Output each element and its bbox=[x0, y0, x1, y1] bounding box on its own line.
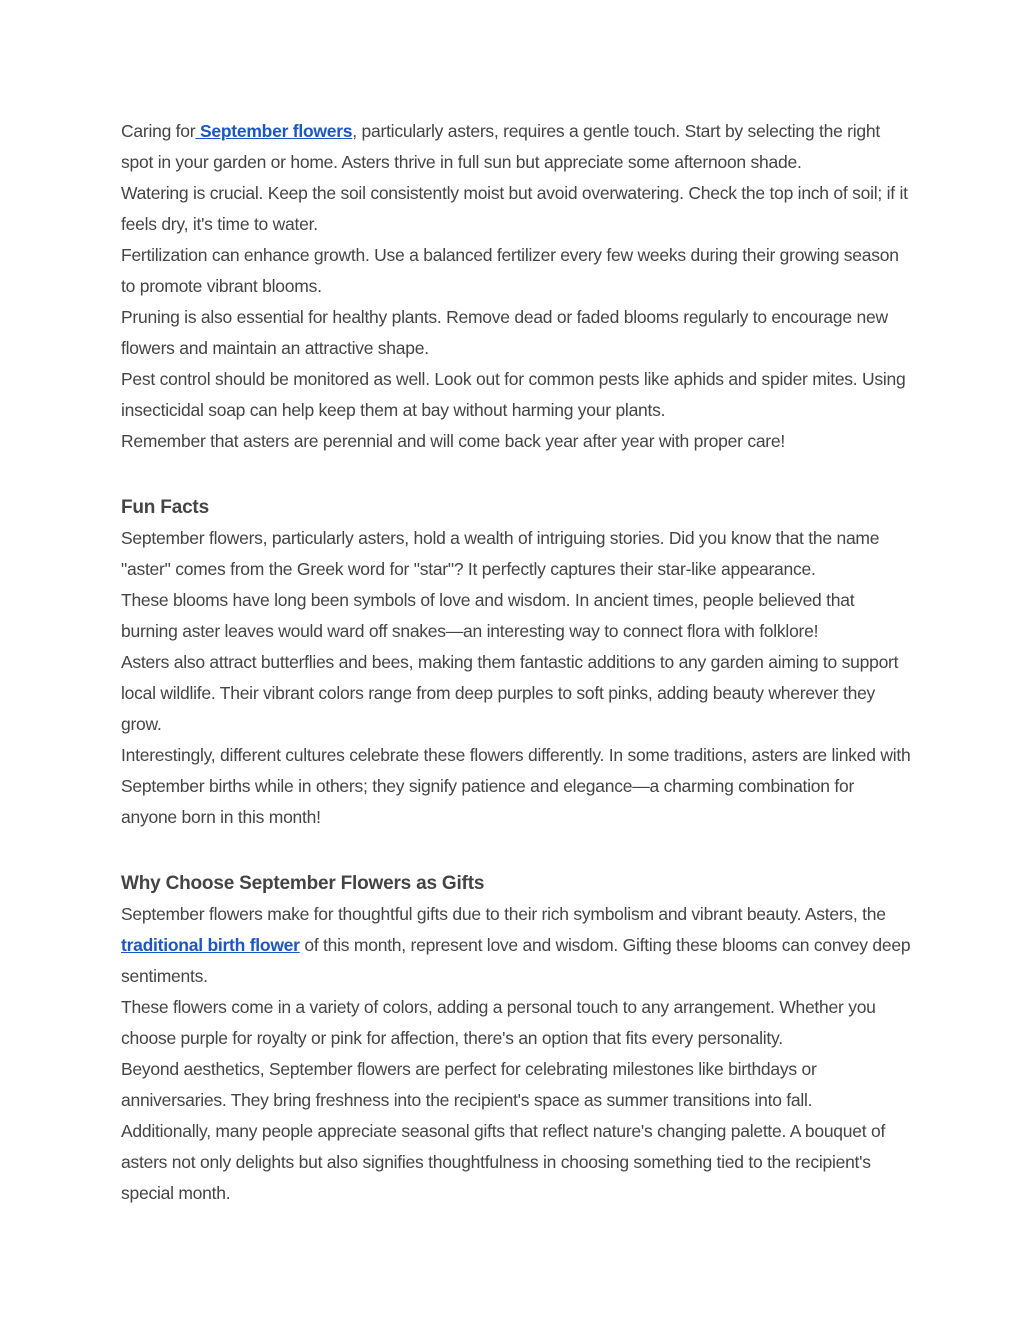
fun-facts-paragraph-2: These blooms have long been symbols of love and wisdom. In ancient times, people believed that burning aster leaves would ward off snakes—an interesting way to connect flora with folklore! bbox=[121, 590, 855, 641]
care-paragraph-2: Watering is crucial. Keep the soil consistently moist but avoid overwatering. Check the top inch of soil; if it feels dry, it's time to water. bbox=[121, 183, 908, 234]
gifts-text: September flowers make for thoughtful gifts due to their rich symbolism and vibrant beauty. Asters, the bbox=[121, 904, 886, 924]
gifts-text: of this month, represent love and wisdom. Gifting these blooms can convey deep sentiments. bbox=[121, 935, 911, 986]
section-gap bbox=[121, 833, 911, 868]
traditional-birth-flower-link[interactable]: traditional birth flower bbox=[121, 935, 300, 955]
gifts-paragraph-3: Beyond aesthetics, September flowers are perfect for celebrating milestones like birthdays or anniversaries. They bring freshness into the recipient's space as summer transitions into fall. bbox=[121, 1059, 817, 1110]
care-text: , particularly asters, requires a gentle touch. Start by selecting the right spot in your garden or home. Asters thrive in full sun but appreciate some afternoon shade. bbox=[121, 121, 880, 172]
fun-facts-heading: Fun Facts bbox=[121, 497, 209, 518]
document-body bbox=[121, 116, 911, 1209]
gifts-paragraph-1 bbox=[121, 899, 911, 992]
care-paragraph-5: Pest control should be monitored as well. Look out for common pests like aphids and spider mites. Using insecticidal soap can help keep them at bay without harming your plants. bbox=[121, 369, 906, 420]
care-paragraph-6: Remember that asters are perennial and will come back year after year with proper care! bbox=[121, 431, 785, 451]
september-flowers-link[interactable]: September flowers bbox=[195, 121, 353, 141]
fun-facts-paragraph-1: September flowers, particularly asters, hold a wealth of intriguing stories. Did you know that the name "aster" comes from the Greek word for "star"? It perfectly captures their star-like appearance. bbox=[121, 528, 880, 579]
care-paragraph-4: Pruning is also essential for healthy plants. Remove dead or faded blooms regularly to encourage new flowers and maintain an attractive shape. bbox=[121, 307, 888, 358]
gifts-paragraph-4: Additionally, many people appreciate seasonal gifts that reflect nature's changing palette. A bouquet of asters not only delights but also signifies thoughtfulness in choosing something tied to the recipient's special month. bbox=[121, 1121, 886, 1203]
gifts-heading: Why Choose September Flowers as Gifts bbox=[121, 873, 485, 894]
care-paragraph-3: Fertilization can enhance growth. Use a balanced fertilizer every few weeks during their growing season to promote vibrant blooms. bbox=[121, 245, 899, 296]
fun-facts-paragraph-3: Asters also attract butterflies and bees, making them fantastic additions to any garden aiming to support local wildlife. Their vibrant colors range from deep purples to soft pinks, adding beauty wherever they grow. bbox=[121, 652, 899, 734]
care-text: Caring for bbox=[121, 121, 196, 141]
care-paragraph-1 bbox=[121, 116, 911, 178]
gifts-paragraph-2: These flowers come in a variety of colors, adding a personal touch to any arrangement. Whether you choose purple for royalty or pink for affection, there's an option that fits every personality. bbox=[121, 997, 876, 1048]
fun-facts-paragraph-4: Interestingly, different cultures celebrate these flowers differently. In some traditions, asters are linked with September births while in others; they signify patience and elegance—a charming combination for anyone born in this month! bbox=[121, 745, 911, 827]
section-gap bbox=[121, 457, 911, 492]
